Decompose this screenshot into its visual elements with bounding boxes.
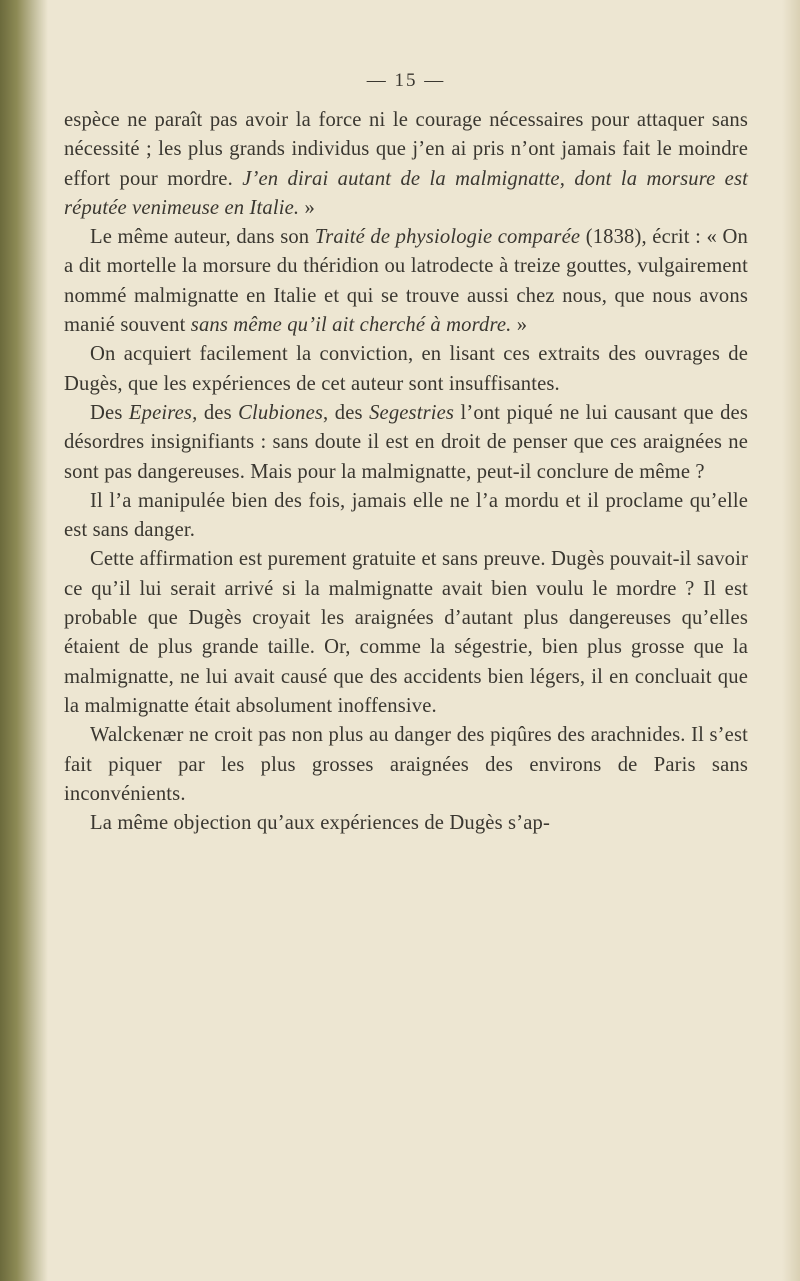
paragraph-p5 — [64, 487, 748, 546]
page-text-body — [64, 106, 748, 838]
text-segment: On acquiert facilement la conviction, en lisant ces extraits des ouvrages de Dugès, que les expériences de cet auteur sont insuffisantes. — [64, 343, 748, 395]
text-segment: , des — [323, 401, 370, 424]
italic-text: J’en dirai autant de la malmignatte, dont la morsure est réputée venimeuse en Italie. — [64, 167, 749, 219]
book-page — [64, 70, 749, 838]
paragraph-p8 — [64, 809, 748, 838]
text-segment: » — [511, 314, 528, 337]
paragraph-p3 — [64, 340, 748, 399]
page-number: — 15 — — [366, 70, 446, 91]
text-segment: espèce ne paraît pas avoir la force ni le courage nécessaires pour attaquer sans nécessité ; les plus grands individus que j’en ai pris n’ont jamais fait le moindre effort pour mordre. — [64, 109, 748, 190]
text-segment: Il l’a manipulée bien des fois, jamais elle ne l’a mordu et il proclame qu’elle est sans danger. — [64, 489, 748, 542]
text-segment: des — [197, 401, 239, 424]
text-segment: Walckenær ne croit pas non plus au danger des piqûres des arachnides. Il s’est fait piquer par les plus grosses araignées des environs de Paris sans inconvénients. — [64, 724, 748, 805]
text-segment: (1838), écrit : « On a dit mortelle la morsure du théridion ou latrodecte à treize gouttes, vulgairement nommé malmignatte en Italie et qui se trouve aussi chez nous, que nous avons manié souvent — [64, 226, 748, 337]
italic-text: Segestries — [369, 401, 455, 424]
paragraph-p1 — [64, 106, 748, 223]
page-binding-edge — [0, 0, 48, 1281]
page-right-edge — [782, 0, 800, 1281]
italic-text: Clubiones — [238, 401, 324, 424]
text-segment: l’ont piqué ne lui causant que des désordres insignifiants : sans doute il est en droit de penser que ces araignées ne sont pas dangereuses. Mais pour la malmignatte, peut-il conclure de même ? — [64, 401, 748, 483]
italic-text: sans même qu’il ait cherché à mordre. — [190, 314, 512, 337]
text-segment: » — [299, 196, 315, 219]
paragraph-p7 — [64, 721, 748, 809]
paragraph-p6 — [64, 545, 748, 721]
text-segment: La même objection qu’aux expériences de Dugès s’ap- — [90, 812, 550, 835]
paragraph-p2 — [64, 223, 748, 340]
text-segment: Des — [90, 401, 129, 424]
italic-text: Epeires, — [128, 401, 198, 424]
italic-text: Traité de physiologie comparée — [314, 226, 581, 249]
text-segment: Cette affirmation est purement gratuite et sans preuve. Dugès pouvait-il savoir ce qu’il lui serait arrivé si la malmignatte avait bien voulu le mordre ? Il est probable que Dugès croyait les araignées d’autant plus dangereuses qu’elles étaient de plus grande taille. Or, comme la ségestrie, bien plus grosse que la malmignatte, ne lui avait causé que des accidents bien légers, il en concluait que la malmignatte était absolument inoffensive. — [64, 548, 748, 717]
text-segment: Le même auteur, dans son — [90, 226, 315, 249]
paragraph-p4 — [64, 399, 748, 487]
